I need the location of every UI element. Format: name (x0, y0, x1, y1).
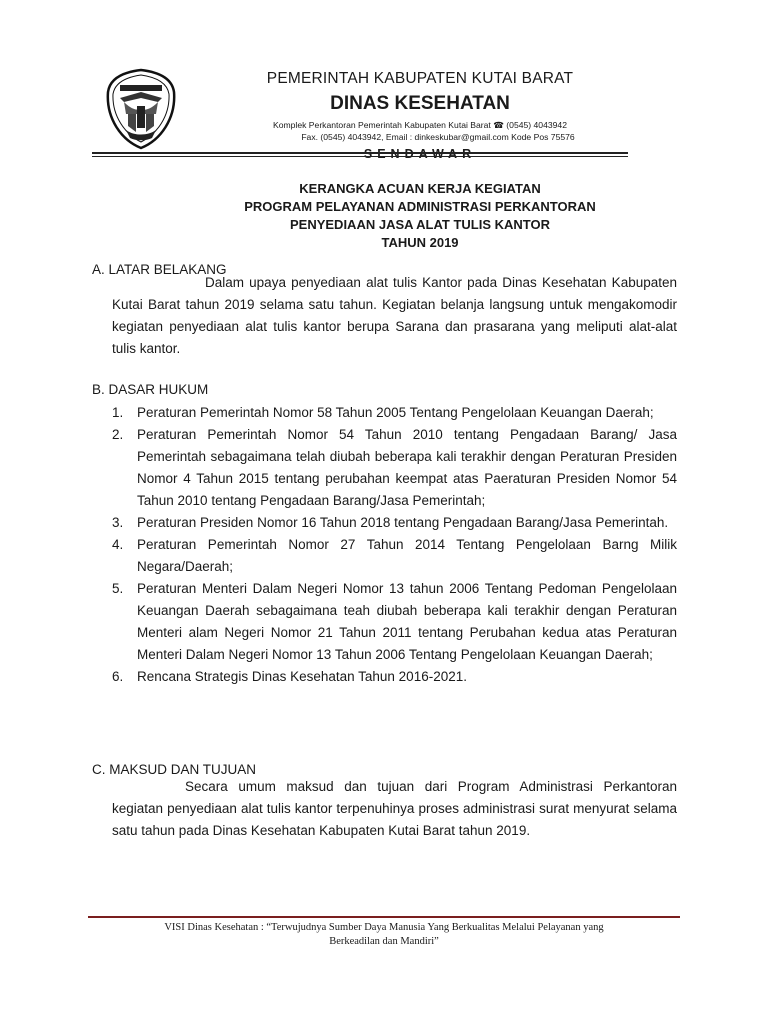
section-c-heading: C. MAKSUD DAN TUJUAN (92, 762, 257, 777)
letterhead (190, 70, 650, 161)
section-a-paragraph: Dalam upaya penyediaan alat tulis Kantor pada Dinas Kesehatan Kabupaten Kutai Barat tahun 2019 selama satu tahun. Kegiatan belanja langsung untuk mengakomodir kegiatan penyediaan alat tulis kantor berupa Sarana dan prasarana yang meliputi alat-alat tulis kantor. (112, 275, 677, 356)
government-name: PEMERINTAH KABUPATEN KUTAI BARAT (266, 70, 574, 87)
footer-vision (88, 921, 680, 949)
address-block (190, 119, 650, 143)
list-item: 1. Peraturan Pemerintah Nomor 58 Tahun 2005 Tentang Pengelolaan Keuangan Daerah; (112, 405, 654, 420)
footer-line-2: Berkeadilan dan Mandiri” (329, 936, 439, 947)
letterhead-divider-thin (92, 156, 628, 157)
footer-line-1: VISI Dinas Kesehatan : “Terwujudnya Sumber Daya Manusia Yang Berkualitas Melalui Pelayanan yang (164, 922, 604, 933)
section-c-paragraph: Secara umum maksud dan tujuan dari Program Administrasi Perkantoran kegiatan penyediaan alat tulis kantor terpenuhinya proses administrasi surat menyurat selama satu tahun pada Dinas Kesehatan Kabupaten Kutai Barat tahun 2019. (112, 779, 677, 838)
list-item: 5. Peraturan Menteri Dalam Negeri Nomor 13 tahun 2006 Tentang Pedoman Pengelolaan Keuangan Daerah sebagaimana teah diubah beberapa kali terakhir dengan Peraturan Menteri alam Negeri Nomor 21 Tahun 2011 tentang Perubahan kedua atas Peraturan Menteri Dalam Negeri Nomor 13 Tahun 2006 Tentang Pengelolaan Keuangan Daerah; (112, 581, 677, 662)
contact-line: Fax. (0545) 4043942, Email : dinkeskubar@gmail.com Kode Pos 75576 (301, 132, 575, 142)
list-item: 3. Peraturan Presiden Nomor 16 Tahun 2018 tentang Pengadaan Barang/Jasa Pemerintah. (112, 515, 669, 530)
section-b-heading: B. DASAR HUKUM (92, 382, 209, 397)
list-item: 2. Peraturan Pemerintah Nomor 54 Tahun 2010 tentang Pengadaan Barang/ Jasa Pemerintah sebagaimana telah diubah beberapa kali terakhir dengan Peraturan Presiden Nomor 4 Tahun 2015 tentang perubahan keempat atas Paeraturan Presiden Nomor 54 Tahun 2010 tentang Pengadaan Barang/Jasa Pemerintah; (112, 427, 677, 508)
letterhead-divider-thick (92, 152, 628, 154)
document-title (110, 180, 730, 252)
regency-coat-of-arms-icon (106, 68, 176, 150)
title-line-1: KERANGKA ACUAN KERJA KEGIATAN (299, 181, 541, 196)
address-line: Komplek Perkantoran Pemerintah Kabupaten Kutai Barat ☎ (0545) 4043942 (272, 120, 567, 130)
list-item: 6. Rencana Strategis Dinas Kesehatan Tahun 2016-2021. (112, 669, 467, 684)
title-line-2: PROGRAM PELAYANAN ADMINISTRASI PERKANTORAN (244, 199, 596, 214)
title-line-3: PENYEDIAAN JASA ALAT TULIS KANTOR (289, 217, 550, 232)
section-a-heading: A. LATAR BELAKANG (92, 262, 227, 277)
city-name: SENDAWAR (363, 147, 477, 161)
list-item: 4. Peraturan Pemerintah Nomor 27 Tahun 2014 Tentang Pengelolaan Barng Milik Negara/Daerah; (112, 537, 677, 574)
department-name: DINAS KESEHATAN (330, 93, 510, 114)
legal-basis-list (112, 402, 677, 688)
footer-divider (88, 916, 680, 918)
title-line-4: TAHUN 2019 (381, 235, 459, 250)
